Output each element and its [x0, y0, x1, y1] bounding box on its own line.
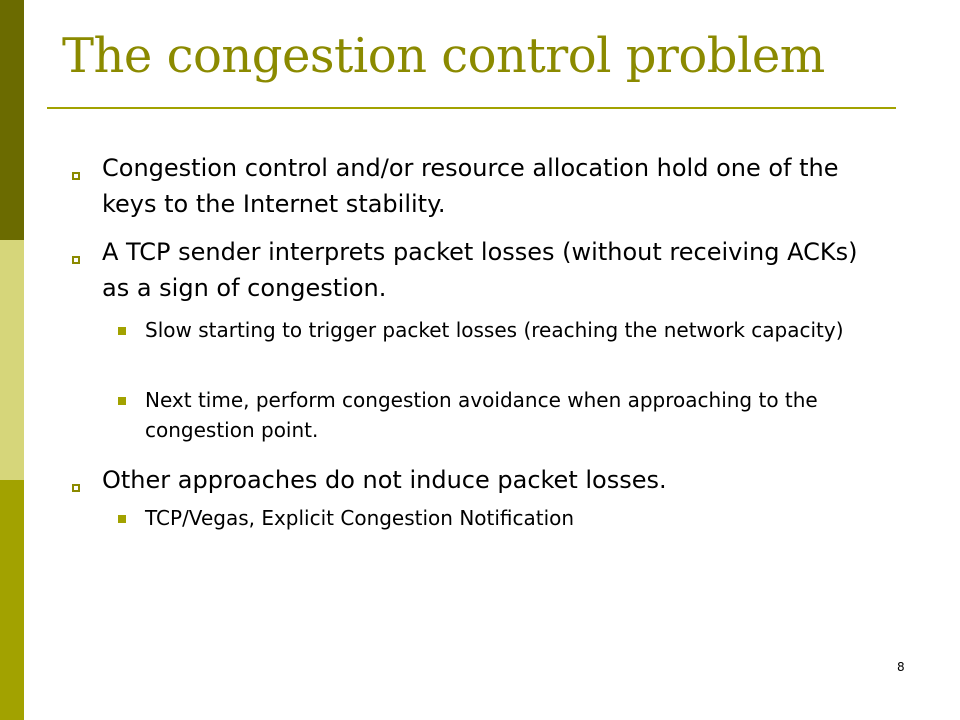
slide-title: The congestion control problem	[62, 28, 825, 84]
bullet-text: A TCP sender interprets packet losses (without receiving ACKs) as a sign of congestion.	[102, 238, 858, 302]
sidebar-segment-dark	[0, 0, 24, 240]
sidebar-segment-light	[0, 240, 24, 480]
page-number: 8	[897, 660, 905, 674]
filled-square-bullet-icon	[118, 397, 126, 405]
title-underline	[47, 107, 896, 109]
square-bullet-icon	[72, 484, 80, 492]
sub-bullet-text: Next time, perform congestion avoidance when approaching to the congestion point.	[145, 388, 818, 442]
filled-square-bullet-icon	[118, 515, 126, 523]
sub-bullet-text: Slow starting to trigger packet losses (reaching the network capacity)	[145, 318, 844, 342]
square-bullet-icon	[72, 172, 80, 180]
sub-bullet-text: TCP/Vegas, Explicit Congestion Notification	[145, 506, 575, 530]
sidebar-segment-mid	[0, 480, 24, 720]
square-bullet-icon	[72, 256, 80, 264]
bullet-text: Congestion control and/or resource allocation hold one of the keys to the Internet stability.	[102, 154, 839, 218]
sidebar-decoration	[0, 0, 24, 720]
filled-square-bullet-icon	[118, 327, 126, 335]
bullet-text: Other approaches do not induce packet losses.	[102, 466, 667, 494]
